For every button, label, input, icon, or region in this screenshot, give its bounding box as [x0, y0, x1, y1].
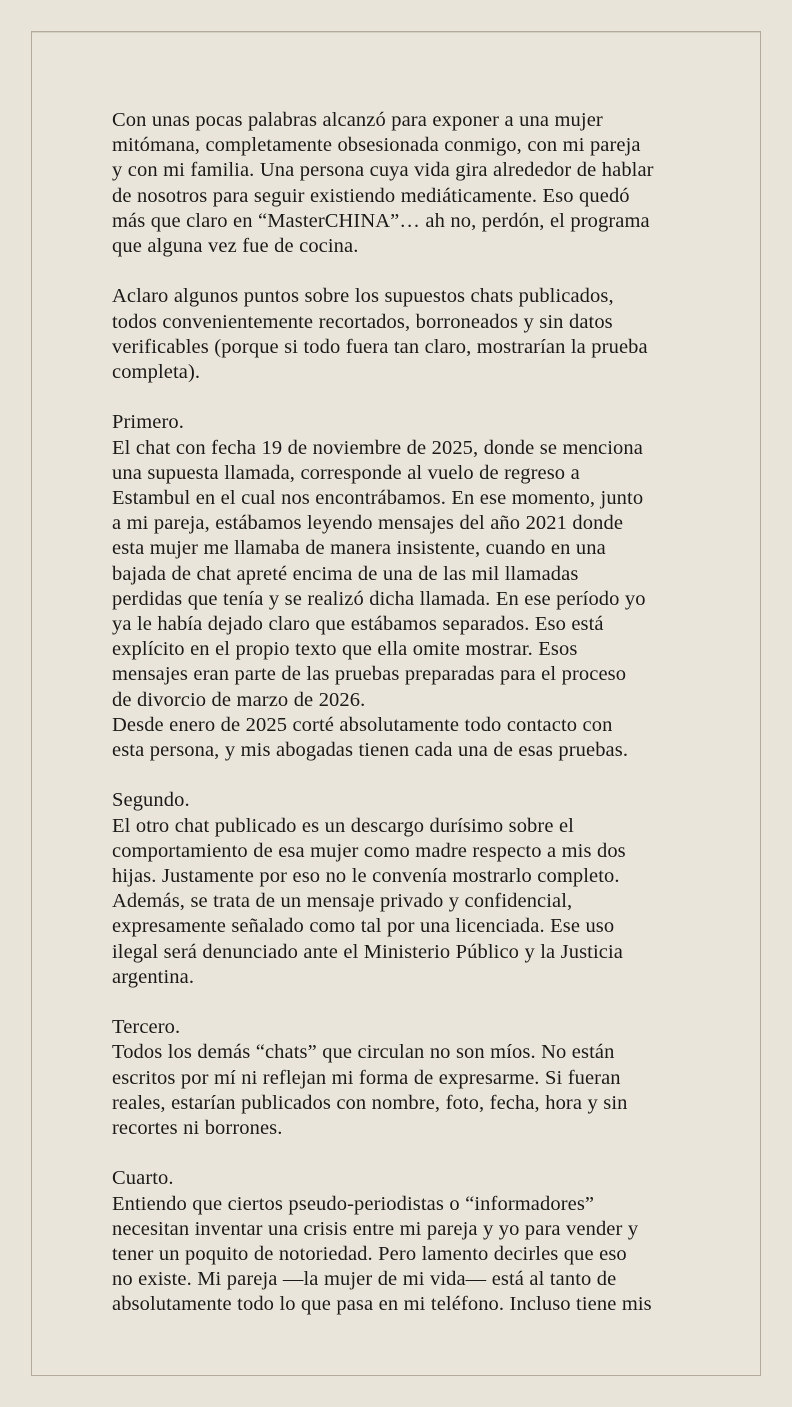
paragraph-cuarto: Cuarto. Entiendo que ciertos pseudo-periodistas o “informadores” necesitan inventar una crisis entre mi pareja y yo para vender y tener un poquito de notoriedad. Pero lamento decirles que eso no existe. Mi pareja —la mujer de mi vida— está al tanto de absolutamente todo lo que pasa en mi teléfono. Incluso tiene mis	[112, 1167, 652, 1316]
paragraph-intro: Con unas pocas palabras alcanzó para exponer a una mujer mitómana, completamente obsesionada conmigo, con mi pareja y con mi familia. Una persona cuya vida gira alrededor de hablar de nosotros para seguir existiendo mediáticamente. Eso quedó más que claro en “MasterCHINA”… ah no, perdón, el programa que alguna vez fue de cocina.	[112, 109, 654, 258]
card-border-frame	[31, 31, 761, 1376]
paragraph-primero: Primero. El chat con fecha 19 de noviembre de 2025, donde se menciona una supuesta llamada, corresponde al vuelo de regreso a Estambul en el cual nos encontrábamos. En ese momento, junto a mi pareja, estábamos leyendo mensajes del año 2021 donde esta mujer me llamaba de manera insistente, cuando en una bajada de chat apreté encima de una de las mil llamadas perdidas que tenía y se realizó dicha llamada. En ese período yo ya le había dejado claro que estábamos separados. Eso está explícito en el propio texto que ella omite mostrar. Esos mensajes eran parte de las pruebas preparadas para el proceso de divorcio de marzo de 2026. Desde enero de 2025 corté absolutamente todo contacto con esta persona, y mis abogadas tienen cada una de esas pruebas.	[112, 411, 646, 762]
paragraph-tercero: Tercero. Todos los demás “chats” que circulan no son míos. No están escritos por mí ni reflejan mi forma de expresarme. Si fueran reales, estarían publicados con nombre, foto, fecha, hora y sin recortes ni borrones.	[112, 1016, 628, 1140]
statement-text-body	[112, 108, 752, 1318]
paragraph-aclaracion: Aclaro algunos puntos sobre los supuestos chats publicados, todos convenientemente recortados, borroneados y sin datos verificables (porque si todo fuera tan claro, mostrarían la prueba completa).	[112, 285, 648, 384]
paragraph-segundo: Segundo. El otro chat publicado es un descargo durísimo sobre el comportamiento de esa mujer como madre respecto a mis dos hijas. Justamente por eso no le convenía mostrarlo completo. Además, se trata de un mensaje privado y confidencial, expresamente señalado como tal por una licenciada. Ese uso ilegal será denunciado ante el Ministerio Público y la Justicia argentina.	[112, 789, 626, 988]
